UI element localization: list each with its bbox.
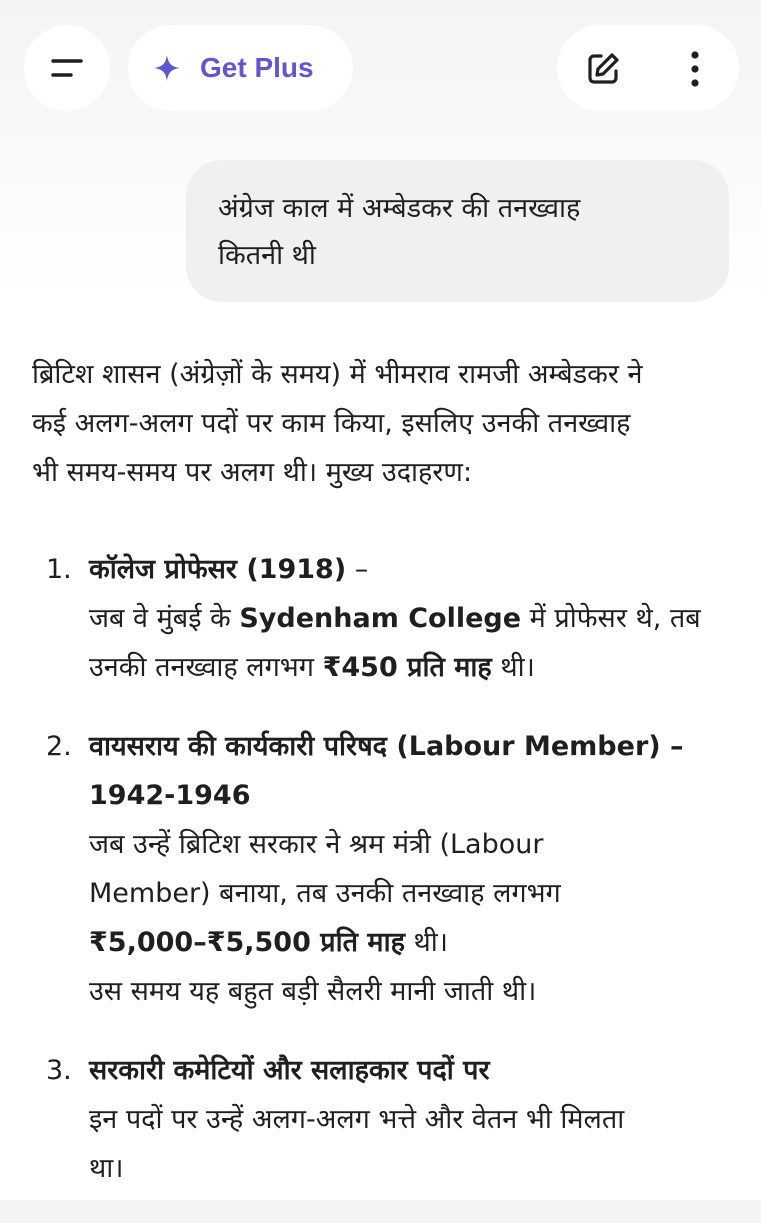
more-options-button[interactable] [669, 43, 721, 95]
list-item [32, 1046, 737, 1193]
body-text: था। [89, 1153, 124, 1184]
item-body [89, 820, 737, 1016]
user-message-bubble [186, 160, 729, 302]
new-chat-edit-icon [583, 49, 623, 89]
intro-line: ब्रिटिश शासन (अंग्रेज़ों के समय) में भीमराव रामजी अम्बेडकर ने [32, 359, 643, 390]
body-text: इन पदों पर उन्हें अलग-अलग भत्ते और वेतन भी मिलता [89, 1104, 625, 1135]
item-title [89, 722, 737, 820]
title-line: वायसराय की कार्यकारी परिषद (Labour Member) – [89, 731, 684, 762]
get-plus-button[interactable] [128, 25, 353, 111]
list-number: 3. [46, 1055, 72, 1086]
body-text: जब उन्हें ब्रिटिश सरकार ने श्रम मंत्री (Labour [89, 829, 544, 860]
body-text: जब वे मुंबई के [89, 603, 240, 634]
title-line: 1942-1946 [89, 780, 251, 811]
salary-examples-list [32, 545, 737, 1223]
response-intro [32, 350, 737, 497]
assistant-response [32, 350, 737, 1184]
body-text: में प्रोफेसर थे, तब [521, 603, 701, 634]
item-title: कॉलेज प्रोफेसर (1918) [89, 554, 347, 585]
user-message-line: कितनी थी [218, 240, 316, 271]
header-actions [557, 25, 739, 111]
list-item [32, 545, 737, 692]
get-plus-label: Get Plus [200, 52, 314, 83]
body-text: उनकी तनख्वाह लगभग [89, 652, 323, 683]
body-bold: Sydenham College [239, 603, 522, 634]
body-text: थी। [404, 927, 448, 958]
item-title: सरकारी कमेटियों और सलाहकार पदों पर [89, 1055, 490, 1086]
more-vertical-icon [689, 49, 701, 89]
body-bold: ₹450 प्रति माह [322, 652, 492, 683]
menu-button[interactable] [24, 25, 110, 111]
body-text: उस समय यह बहुत बड़ी सैलरी मानी जाती थी। [89, 976, 537, 1007]
intro-line: भी समय-समय पर अलग थी। मुख्य उदाहरण: [32, 457, 473, 488]
body-text: Member) बनाया, तब उनकी तनख्वाह लगभग [89, 878, 561, 909]
item-body [89, 594, 737, 692]
list-item [32, 722, 737, 1016]
top-bar [0, 0, 761, 140]
sparkle-icon [152, 53, 182, 83]
list-number: 2. [46, 731, 72, 762]
new-chat-button[interactable] [577, 43, 629, 95]
item-body [89, 1095, 737, 1193]
user-message-line: अंग्रेज काल में अम्बेडकर की तनख्वाह [218, 193, 581, 224]
menu-icon [50, 56, 84, 80]
body-text: थी। [491, 652, 535, 683]
body-bold: ₹5,000–₹5,500 प्रति माह [89, 927, 405, 958]
item-dash: – [346, 554, 369, 585]
intro-line: कई अलग-अलग पदों पर काम किया, इसलिए उनकी तनख्वाह [32, 408, 631, 439]
list-number: 1. [46, 554, 72, 585]
